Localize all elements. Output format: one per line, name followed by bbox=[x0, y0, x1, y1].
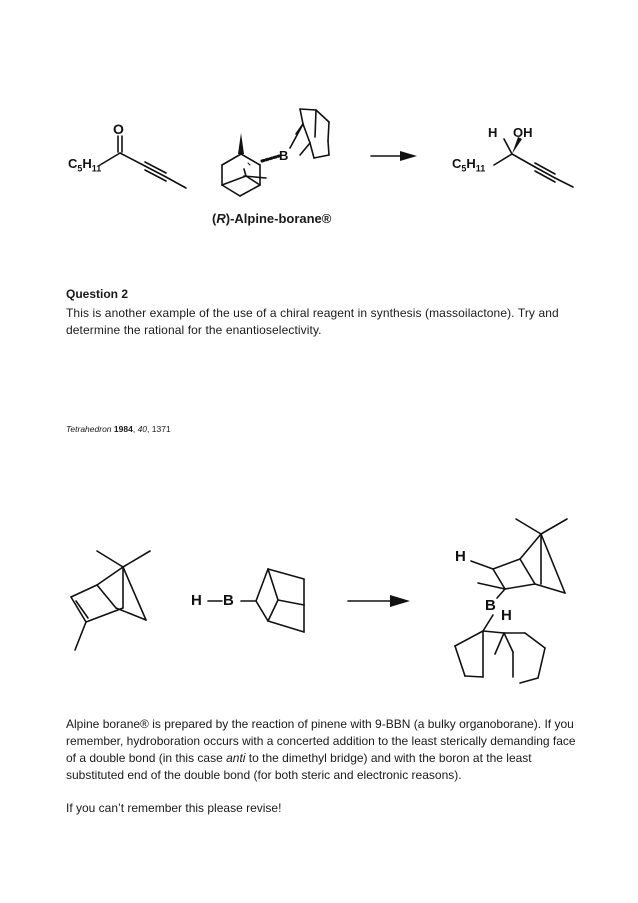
alpine-borane-name: (R)-Alpine-borane® bbox=[212, 211, 332, 226]
pentyl-group-label: $C_5H_{11}$ bbox=[68, 156, 102, 174]
product-hydrogen-top-label: H bbox=[455, 548, 466, 565]
hydroxyl-label: OH bbox=[513, 125, 533, 140]
bbn-boron-label: B bbox=[223, 592, 234, 609]
question-title: Question 2 bbox=[66, 287, 129, 301]
question-body: This is another example of the use of a chiral reagent in synthesis (massoilactone). Try and determine the rational for the enantioselectivity. bbox=[66, 306, 559, 337]
explanation-paragraph: Alpine borane® is prepared by the reaction of pinene with 9-BBN (a bulky organoborane). If you remember, hydroboration occurs with a concerted addition to the least sterically demanding face of a double bond (in this case anti to the dimethyl bridge) and with the boron at the least substituted end of the double bond (for both steric and electronic reasons). bbox=[66, 717, 576, 782]
product-hydrogen-bottom-label: H bbox=[501, 607, 512, 624]
boron-label: B bbox=[279, 148, 289, 163]
product-pentyl-label: $C_5H_{11}$ bbox=[452, 156, 486, 174]
hydrogen-label: H bbox=[488, 125, 498, 140]
reaction-arrow-2 bbox=[348, 595, 410, 607]
reference-citation: Tetrahedron 1984, 40, 1371 bbox=[66, 424, 171, 434]
pinene-structure bbox=[71, 551, 150, 650]
revise-note: If you can’t remember this please revise! bbox=[66, 801, 282, 815]
carbonyl-oxygen-label: O bbox=[113, 121, 124, 137]
bbn-hydrogen-label: H bbox=[191, 592, 202, 609]
product-boron-label: B bbox=[485, 597, 496, 614]
alpine-borane-product-structure bbox=[455, 519, 567, 683]
